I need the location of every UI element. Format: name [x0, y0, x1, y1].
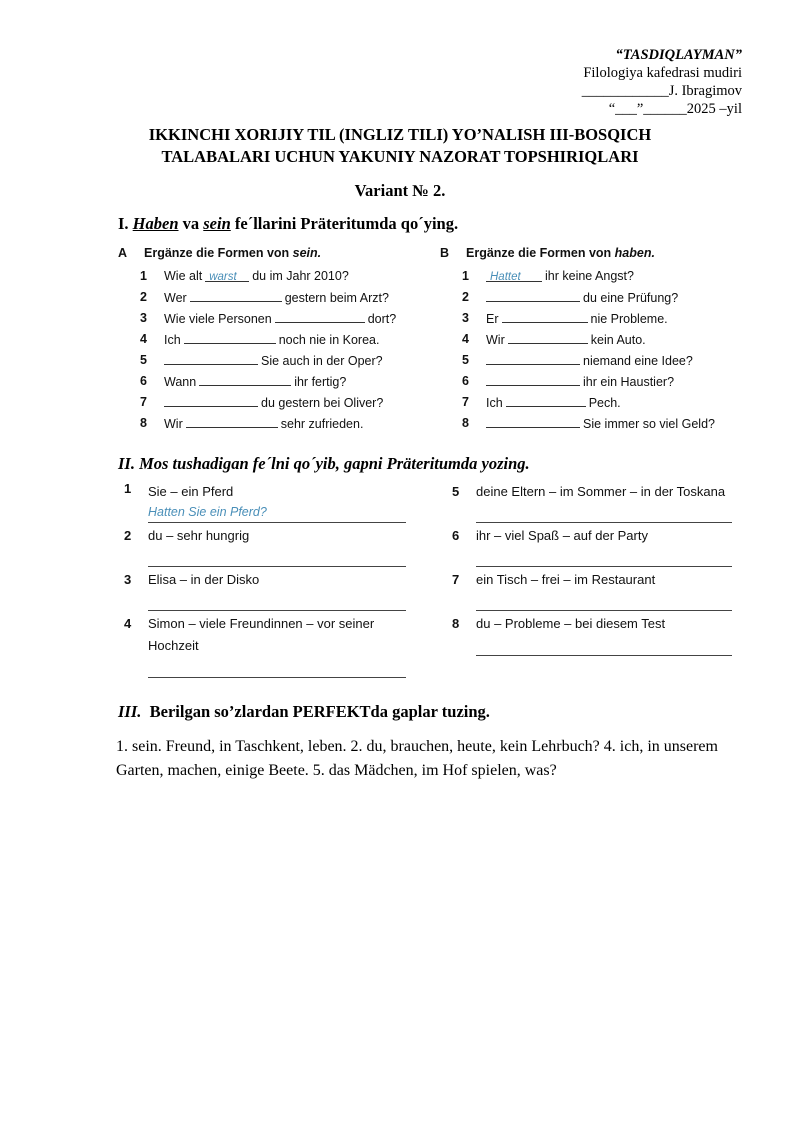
- row-text-before: Er: [486, 312, 499, 326]
- row-text-after: Sie auch in der Oper?: [261, 354, 383, 368]
- answer-line[interactable]: [476, 655, 732, 656]
- row-text-after: ihr ein Haustier?: [583, 375, 675, 389]
- row-number: 8: [462, 416, 469, 430]
- match-item: [452, 525, 742, 569]
- row-text-after: gestern beim Arzt?: [284, 291, 389, 305]
- answer-blank[interactable]: [502, 308, 588, 323]
- row-text-after: kein Auto.: [590, 333, 646, 347]
- verb-sein: sein: [203, 214, 231, 233]
- answer-blank[interactable]: [199, 371, 291, 386]
- approval-stamp: “TASDIQLAYMAN”: [615, 47, 742, 63]
- exercise-a-letter: A: [118, 246, 128, 260]
- row-text-after: du eine Prüfung?: [583, 291, 679, 305]
- answer-blank[interactable]: warst: [205, 267, 249, 282]
- answer-blank[interactable]: [164, 392, 258, 407]
- row-number: 4: [140, 332, 147, 346]
- section-1-instruction: fe´llarini Präteritumda qo´ying.: [234, 214, 459, 233]
- row-text-after: ihr keine Angst?: [545, 269, 634, 283]
- exercise-b-instruction: Ergänze die Formen von: [466, 246, 612, 260]
- answer-line[interactable]: [476, 566, 732, 567]
- answer-blank[interactable]: [486, 371, 580, 386]
- title-line-1: IKKINCHI XORIJIY TIL (INGLIZ TILI) YO’NALISH III-BOSQICH: [148, 125, 652, 144]
- row-text-after: ihr fertig?: [294, 375, 347, 389]
- approval-date: “___”______2025 –yil: [608, 101, 742, 117]
- verb-haben: Haben: [132, 214, 179, 233]
- row-number: 1: [140, 269, 147, 283]
- row-text-before: Wer: [164, 291, 187, 305]
- row-text-before: Wann: [164, 375, 197, 389]
- row-number: 6: [140, 374, 147, 388]
- item-number: 1: [124, 481, 132, 496]
- answer-blank[interactable]: [184, 329, 276, 344]
- answer-blank[interactable]: [186, 413, 278, 428]
- item-number: 5: [452, 484, 460, 499]
- exercise-a-heading: [118, 246, 321, 260]
- row-text-after: niemand eine Idee?: [583, 354, 693, 368]
- section-1-conjunction: va: [182, 214, 200, 233]
- answer-line[interactable]: [148, 566, 406, 567]
- row-text-after: Sie immer so viel Geld?: [583, 417, 715, 431]
- match-item: [124, 569, 414, 613]
- row-number: 3: [140, 311, 147, 325]
- item-number: 8: [452, 616, 460, 631]
- item-prompt: Elisa – in der Disko: [148, 572, 260, 587]
- row-number: 3: [462, 311, 469, 325]
- answer-blank[interactable]: Hattet: [486, 267, 542, 282]
- item-prompt: du – sehr hungrig: [148, 528, 250, 543]
- item-number: 4: [124, 616, 132, 631]
- row-number: 7: [462, 395, 469, 409]
- exercise-a-instruction: Ergänze die Formen von: [144, 246, 290, 260]
- answer-blank[interactable]: [275, 308, 365, 323]
- match-item: [452, 613, 742, 663]
- answer-blank[interactable]: [506, 392, 586, 407]
- section-1-number: I.: [118, 214, 129, 233]
- row-text-before: Wie alt: [164, 269, 203, 283]
- item-prompt: du – Probleme – bei diesem Test: [476, 616, 666, 631]
- row-text-before: Ich: [486, 396, 503, 410]
- match-item: [124, 481, 414, 525]
- item-prompt: deine Eltern – im Sommer – in der Toskana: [476, 484, 726, 499]
- section-3-body: 1. sein. Freund, in Taschkent, leben. 2. du, brauchen, heute, kein Lehrbuch? 4. ich, in unserem Garten, machen, einige Beete. 5. das Mädchen, im Hof spielen, was?: [116, 738, 718, 779]
- row-text-after: noch nie in Korea.: [278, 333, 380, 347]
- row-text-after: Pech.: [588, 396, 621, 410]
- match-item: [452, 481, 742, 525]
- answer-line[interactable]: [476, 522, 732, 523]
- section-1-title: [118, 214, 458, 234]
- variant-label: Variant № 2.: [354, 181, 446, 200]
- title-line-2: TALABALARI UCHUN YAKUNIY NAZORAT TOPSHIRIQLARI: [161, 147, 639, 166]
- answer-line[interactable]: [148, 677, 406, 678]
- exercise-a: [118, 246, 428, 436]
- item-number: 3: [124, 572, 132, 587]
- row-text-after: sehr zufrieden.: [280, 417, 364, 431]
- item-prompt-continued: Hochzeit: [148, 638, 199, 653]
- answer-blank[interactable]: [486, 413, 580, 428]
- match-item: [124, 613, 414, 683]
- row-text-before: Wir: [486, 333, 505, 347]
- row-number: 8: [140, 416, 147, 430]
- answer-line[interactable]: [476, 610, 732, 611]
- match-item: [452, 569, 742, 613]
- section-3-title: [118, 702, 490, 722]
- row-number: 5: [462, 353, 469, 367]
- row-text-before: Wie viele Personen: [164, 312, 272, 326]
- row-number: 5: [140, 353, 147, 367]
- row-number: 2: [462, 290, 469, 304]
- row-text-after: du gestern bei Oliver?: [261, 396, 384, 410]
- approval-position: Filologiya kafedrasi mudiri: [583, 65, 742, 81]
- item-prompt: Simon – viele Freundinnen – vor seiner: [148, 616, 375, 631]
- item-number: 6: [452, 528, 460, 543]
- answer-blank[interactable]: [190, 287, 282, 302]
- row-number: 4: [462, 332, 469, 346]
- row-number: 2: [140, 290, 147, 304]
- item-number: 2: [124, 528, 132, 543]
- answer-blank[interactable]: [164, 350, 258, 365]
- section-3-number: III.: [118, 702, 142, 721]
- answer-line[interactable]: [148, 522, 406, 523]
- exercise-b-heading: [440, 246, 655, 260]
- row-text-before: Wir: [164, 417, 183, 431]
- row-text-after: du im Jahr 2010?: [252, 269, 349, 283]
- item-prompt: ihr – viel Spaß – auf der Party: [476, 528, 648, 543]
- answer-blank[interactable]: [508, 329, 588, 344]
- section-2-title: II. Mos tushadigan fe´lni qo´yib, gapni Präteritumda yozing.: [118, 454, 530, 473]
- answer-line[interactable]: [148, 610, 406, 611]
- row-text-after: nie Probleme.: [590, 312, 668, 326]
- match-item: [124, 525, 414, 569]
- item-answer-handwritten: Hatten Sie ein Pferd?: [148, 505, 267, 519]
- item-number: 7: [452, 572, 460, 587]
- item-prompt: Sie – ein Pferd: [148, 484, 234, 499]
- row-text-before: Ich: [164, 333, 181, 347]
- exercise-b-letter: B: [440, 246, 450, 260]
- row-text-after: dort?: [367, 312, 397, 326]
- row-number: 1: [462, 269, 469, 283]
- exercise-a-verb: sein.: [292, 246, 322, 260]
- answer-blank[interactable]: [486, 350, 580, 365]
- section-3-instruction: Berilgan so’zlardan PERFEKTda gaplar tuzing.: [149, 702, 490, 721]
- answer-blank[interactable]: [486, 287, 580, 302]
- document-title: [0, 124, 800, 168]
- approval-block: [582, 46, 742, 118]
- exercise-b: [440, 246, 740, 436]
- exercise-b-verb: haben.: [614, 246, 655, 260]
- row-number: 6: [462, 374, 469, 388]
- approval-signature: ____________J. Ibragimov: [581, 83, 742, 99]
- item-prompt: ein Tisch – frei – im Restaurant: [476, 572, 656, 587]
- row-number: 7: [140, 395, 147, 409]
